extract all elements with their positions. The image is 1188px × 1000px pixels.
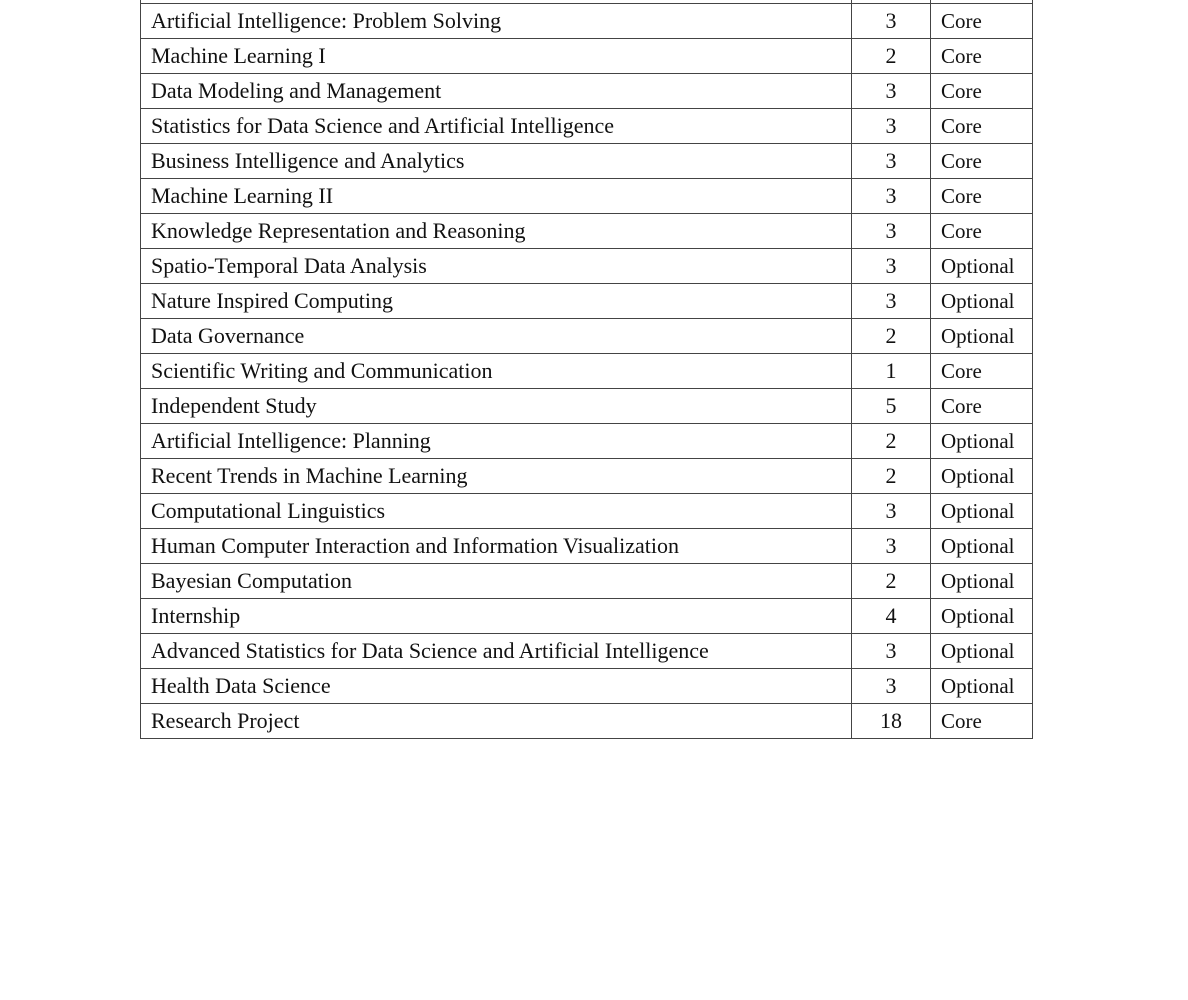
credits-cell: 3 — [852, 669, 931, 704]
course-name-cell: Data Modeling and Management — [141, 74, 852, 109]
course-name-cell: Independent Study — [141, 389, 852, 424]
table-row — [141, 634, 1033, 669]
credits-cell: 1 — [852, 354, 931, 389]
credits-cell: 2 — [852, 424, 931, 459]
table-row — [141, 214, 1033, 249]
course-type-cell: Core — [931, 39, 1033, 74]
course-name-cell: Scientific Writing and Communication — [141, 354, 852, 389]
table-row — [141, 704, 1033, 739]
credits-cell: 3 — [852, 74, 931, 109]
credits-cell: 2 — [852, 319, 931, 354]
credits-cell: 4 — [852, 599, 931, 634]
course-type-cell: Optional — [931, 459, 1033, 494]
course-name-cell: Advanced Statistics for Data Science and Artificial Intelligence — [141, 634, 852, 669]
course-name-cell: Human Computer Interaction and Information Visualization — [141, 529, 852, 564]
credits-cell: 3 — [852, 529, 931, 564]
course-type-cell: Optional — [931, 529, 1033, 564]
course-type-cell: Optional — [931, 599, 1033, 634]
course-name-cell: Bayesian Computation — [141, 564, 852, 599]
course-name-cell: Recent Trends in Machine Learning — [141, 459, 852, 494]
course-name-cell: Spatio-Temporal Data Analysis — [141, 249, 852, 284]
table-row — [141, 599, 1033, 634]
course-name-cell: Artificial Intelligence: Planning — [141, 424, 852, 459]
table-row — [141, 249, 1033, 284]
course-type-cell: Core — [931, 704, 1033, 739]
credits-cell: 2 — [852, 39, 931, 74]
table-row — [141, 284, 1033, 319]
credits-cell: 3 — [852, 144, 931, 179]
course-name-cell: Nature Inspired Computing — [141, 284, 852, 319]
course-name-cell: Health Data Science — [141, 669, 852, 704]
credits-cell: 3 — [852, 284, 931, 319]
course-name-cell: Data Governance — [141, 319, 852, 354]
table-row — [141, 354, 1033, 389]
credits-cell: 3 — [852, 494, 931, 529]
course-name-cell: Knowledge Representation and Reasoning — [141, 214, 852, 249]
course-type-cell: Optional — [931, 494, 1033, 529]
course-name-cell: Research Project — [141, 704, 852, 739]
table-row — [141, 74, 1033, 109]
course-type-cell: Optional — [931, 284, 1033, 319]
table-row — [141, 424, 1033, 459]
course-name-cell: Artificial Intelligence: Problem Solving — [141, 4, 852, 39]
course-name-cell: Statistics for Data Science and Artificial Intelligence — [141, 109, 852, 144]
table-row — [141, 319, 1033, 354]
course-name-cell: Internship — [141, 599, 852, 634]
course-type-cell: Core — [931, 389, 1033, 424]
course-type-cell: Optional — [931, 319, 1033, 354]
course-type-cell: Core — [931, 354, 1033, 389]
credits-cell: 3 — [852, 249, 931, 284]
course-type-cell: Optional — [931, 249, 1033, 284]
credits-cell: 3 — [852, 179, 931, 214]
table-row — [141, 459, 1033, 494]
credits-cell: 3 — [852, 4, 931, 39]
credits-cell: 18 — [852, 704, 931, 739]
course-name-cell: Machine Learning II — [141, 179, 852, 214]
table-row — [141, 529, 1033, 564]
table-row — [141, 669, 1033, 704]
table-row — [141, 494, 1033, 529]
table-row — [141, 109, 1033, 144]
course-type-cell: Optional — [931, 634, 1033, 669]
course-type-cell: Core — [931, 4, 1033, 39]
course-type-cell: Optional — [931, 424, 1033, 459]
table-row — [141, 179, 1033, 214]
table-row — [141, 564, 1033, 599]
course-type-cell: Optional — [931, 669, 1033, 704]
course-type-cell: Core — [931, 214, 1033, 249]
course-name-cell: Business Intelligence and Analytics — [141, 144, 852, 179]
course-table-body — [141, 0, 1033, 739]
credits-cell: 3 — [852, 214, 931, 249]
course-type-cell: Core — [931, 144, 1033, 179]
credits-cell: 2 — [852, 564, 931, 599]
table-row — [141, 39, 1033, 74]
course-name-cell: Computational Linguistics — [141, 494, 852, 529]
credits-cell: 5 — [852, 389, 931, 424]
course-table — [140, 0, 1033, 739]
table-row — [141, 389, 1033, 424]
table-row — [141, 144, 1033, 179]
course-type-cell: Core — [931, 109, 1033, 144]
course-type-cell: Core — [931, 74, 1033, 109]
course-type-cell: Optional — [931, 564, 1033, 599]
table-row — [141, 4, 1033, 39]
credits-cell: 2 — [852, 459, 931, 494]
credits-cell: 3 — [852, 634, 931, 669]
course-name-cell: Machine Learning I — [141, 39, 852, 74]
course-type-cell: Core — [931, 179, 1033, 214]
credits-cell: 3 — [852, 109, 931, 144]
